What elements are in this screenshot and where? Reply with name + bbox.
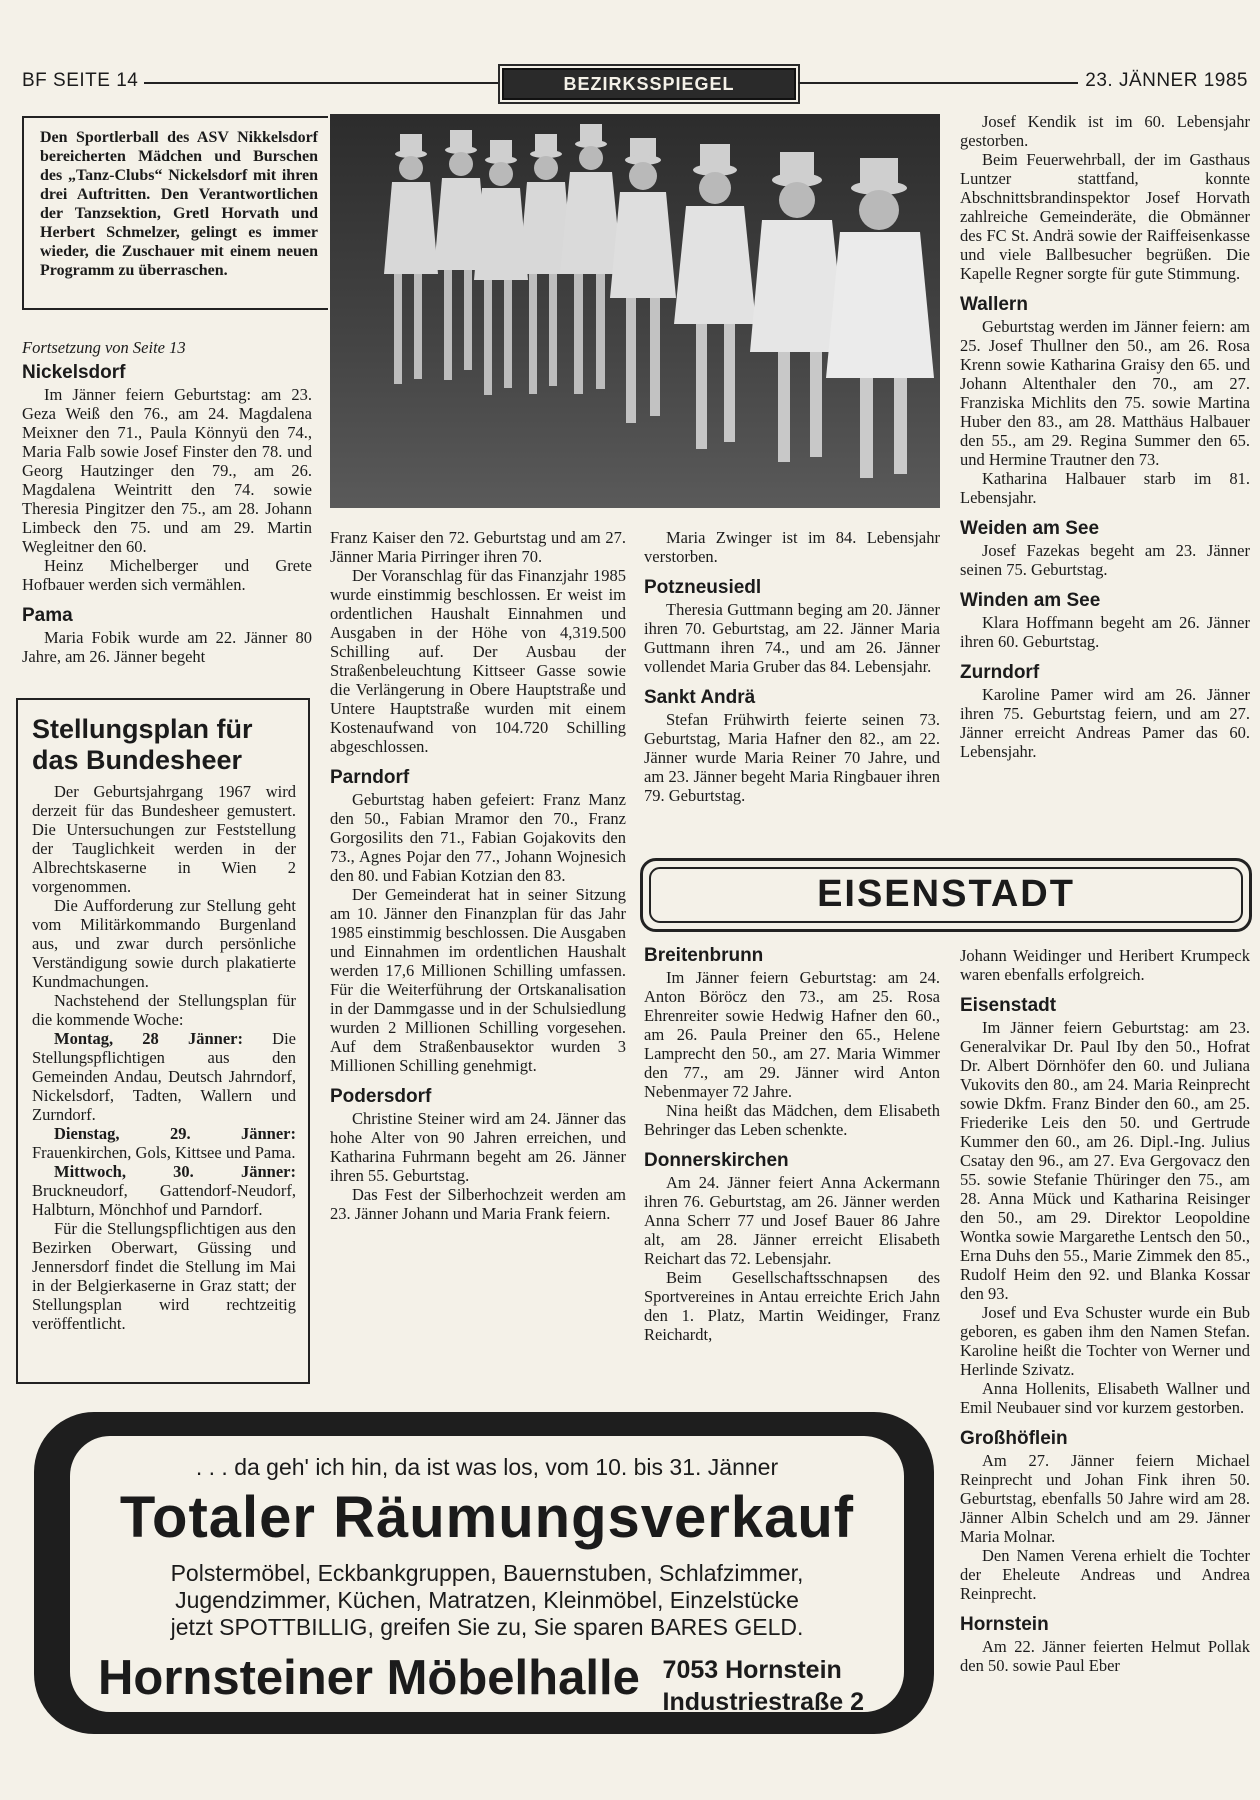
column-3-top <box>644 528 940 805</box>
heading-grosshoeflein: Großhöflein <box>960 1428 1068 1449</box>
ad-address-line: 7053 Hornstein <box>662 1656 842 1684</box>
advertisement-panel <box>70 1436 904 1716</box>
column-4-top <box>960 112 1250 761</box>
article-paragraph: Josef Fazekas begeht am 23. Jänner seinen 75. Geburtstag. <box>960 541 1250 579</box>
schedule-text: Frauenkirchen, Gols, Kittsee und Pama. <box>32 1143 296 1162</box>
heading-sankt-andrae: Sankt Andrä <box>644 687 756 708</box>
article-paragraph: Katharina Halbauer starb im 81. Lebensjahr. <box>960 469 1250 507</box>
article-paragraph: Christine Steiner wird am 24. Jänner das hohe Alter von 90 Jahren erreichen, und Katharina Fuhrmann begeht am 26. Jänner ihren 55. Geburtstag. <box>330 1109 626 1185</box>
heading-breitenbrunn: Breitenbrunn <box>644 945 764 966</box>
article-paragraph: Geburtstag werden im Jänner feiern: am 25. Josef Thullner den 50., am 26. Rosa Krenn sowie Katharina Graisy den 65. und Johann Altenthaler den 70., am 27. Franziska Michlits den 75. sowie Martina Huber den 83., am 28. Matthäus Halbauer den 55., am 29. Regina Summer den 65. und Hermine Trautner den 73. <box>960 317 1250 469</box>
article-paragraph: Beim Feuerwehrball, der im Gasthaus Luntzer stattfand, konnte Abschnittsbrandinspektor Josef Horvath zahlreiche Gemeinderäte, die Obmänner des FC St. Andrä sowie der Raiffeisenkasse und viele Ballbesucher begrüßen. Die Kapelle Regner sorgte für gute Stimmung. <box>960 150 1250 283</box>
article-paragraph: Maria Zwinger ist im 84. Lebensjahr verstorben. <box>644 528 940 566</box>
article-paragraph: Karoline Pamer wird am 26. Jänner ihren 75. Geburtstag feiern, und am 27. Jänner erreicht Andreas Pamer das 60. Lebensjahr. <box>960 685 1250 761</box>
ad-tagline: . . . da geh' ich hin, da ist was los, vom 10. bis 31. Jänner <box>195 1454 779 1480</box>
schedule-text: Bruckneudorf, Gattendorf-Neudorf, Halbturn, Mönchhof und Parndorf. <box>32 1181 296 1219</box>
heading-potzneusiedl: Potzneusiedl <box>644 577 762 598</box>
stellungsplan-box <box>16 698 310 1384</box>
schedule-day-label: Mittwoch, 30. Jänner: <box>54 1162 296 1181</box>
article-paragraph: Der Gemeinderat hat in seiner Sitzung am 10. Jänner den Finanzplan für das Jahr 1985 einstimmig beschlossen. Die Ausgaben und Einnahmen im ordentlichen Haushalt werden 17,6 Millionen Schilling umfassen. Für die Weiterführung der Ortskanalisation in der Dammgasse und in der Schulsiedlung wurden 2 Millionen Schilling vorgesehen. Auf dem Straßenbausektor wurden 3 Millionen Schilling genehmigt. <box>330 885 626 1075</box>
article-paragraph: Franz Kaiser den 72. Geburtstag und am 27. Jänner Maria Pirringer ihren 70. <box>330 528 626 566</box>
heading-weiden: Weiden am See <box>960 518 1100 539</box>
article-paragraph: Im Jänner feiern Geburtstag: am 24. Anton Böröcz den 73., am 25. Rosa Ehrenreiter sowie Hedwig Hafner den 60., am 26. Paula Preiner den 65., Helene Lamprecht den 50., am 27. Maria Wimmer den 77., am 29. Jänner wird Anton Nebenmayer 72 Jahre. <box>644 968 940 1101</box>
schedule-tuesday <box>32 1124 296 1162</box>
heading-wallern: Wallern <box>960 294 1028 315</box>
heading-zurndorf: Zurndorf <box>960 662 1040 683</box>
article-paragraph: Für die Stellungspflichtigen aus den Bezirken Oberwart, Güssing und Jennersdorf findet die Stellung im Mai in der Belgierkaserne in Graz statt; der Stellungsplan wird rechtzeitig veröffentlicht. <box>32 1219 296 1333</box>
article-paragraph: Johann Weidinger und Heribert Krumpeck waren ebenfalls erfolgreich. <box>960 946 1250 984</box>
ad-text-line: Polstermöbel, Eckbankgruppen, Bauernstuben, Schlafzimmer, <box>170 1560 804 1586</box>
schedule-day-label: Montag, 28 Jänner: <box>54 1029 243 1048</box>
header-rule-left <box>144 82 498 84</box>
article-paragraph: Josef Kendik ist im 60. Lebensjahr gestorben. <box>960 112 1250 150</box>
section-title: BEZIRKSSPIEGEL <box>502 68 796 100</box>
article-paragraph: Der Geburtsjahrgang 1967 wird derzeit für das Bundesheer gemustert. Die Untersuchungen zur Feststellung der Tauglichkeit werden in der Albrechtskaserne in Wien 2 vorgenommen. <box>32 782 296 896</box>
column-2 <box>330 528 626 1223</box>
article-paragraph: Beim Gesellschaftsschnapsen des Sportvereines in Antau erreichte Erich Jahn den 1. Platz, Martin Weidinger, Franz Reichardt, <box>644 1268 940 1344</box>
heading-winden: Winden am See <box>960 590 1101 611</box>
schedule-text: Die Stellungspflichtigen aus den Gemeinden Andau, Deutsch Jahrndorf, Nickelsdorf, Tadten, Wallern und Zurndorf. <box>32 1029 296 1124</box>
schedule-wednesday <box>32 1162 296 1219</box>
article-paragraph: Am 24. Jänner feiert Anna Ackermann ihren 76. Geburtstag, am 26. Jänner werden Anna Scherr 77 und Josef Bauer 86 Jahre alt, am 28. Jänner erreicht Elisabeth Reichart das 72. Lebensjahr. <box>644 1173 940 1268</box>
eisenstadt-banner-text: EISENSTADT <box>649 867 1243 923</box>
article-paragraph: Klara Hoffmann begeht am 26. Jänner ihren 60. Geburtstag. <box>960 613 1250 651</box>
heading-donnerskirchen: Donnerskirchen <box>644 1150 789 1171</box>
column-1 <box>22 338 312 666</box>
ad-company-name: Hornsteiner Möbelhalle <box>98 1651 640 1705</box>
ad-address <box>663 1654 864 1718</box>
heading-parndorf: Parndorf <box>330 767 410 788</box>
column-4-bottom <box>960 946 1250 1675</box>
furniture-advertisement <box>34 1412 934 1734</box>
heading-hornstein: Hornstein <box>960 1614 1049 1635</box>
ad-headline: Totaler Räumungsverkauf <box>119 1485 855 1550</box>
article-paragraph: Im Jänner feiern Geburtstag: am 23. Generalvikar Dr. Paul Iby den 50., Hofrat Dr. Albert Dörnhöfer den 60. und Juliana Vukovits den 80., am 24. Maria Reinprecht sowie Dkfm. Franz Binder den 60., am 25. Friederike Leis den 50. und Gertrude Kummer den 60., am 26. Dipl.-Ing. Julius Csatay den 96., am 27. Eva Gergovacz den 55. sowie Stefanie Thüringer den 75., am 28. Anna Mück und Katharina Reisinger den 50., am 29. Direktor Leopoldine Wontka sowie Margarethe Lentsch den 50., Erna Duhs den 55., Marie Zimmek den 85., Rudolf Heim den 92. und Blanka Kossar den 93. <box>960 1018 1250 1303</box>
article-paragraph: Nachstehend der Stellungsplan für die kommende Woche: <box>32 991 296 1029</box>
article-paragraph: Stefan Frühwirth feierte seinen 73. Geburtstag, Maria Hafner den 82., am 22. Jänner wurde Maria Reiner 70 Jahre, und am 23. Jänner begeht Maria Ringbauer ihren 79. Geburtstag. <box>644 710 940 805</box>
heading-nickelsdorf: Nickelsdorf <box>22 362 126 383</box>
header-rule-right <box>798 82 1078 84</box>
dance-club-photo <box>330 114 940 508</box>
article-paragraph: Im Jänner feiern Geburtstag: am 23. Geza Weiß den 76., am 24. Magdalena Meixner den 71., Paula Könnyü den 74., Maria Falb sowie Josef Finster den 78. und Georg Hautzinger den 79., am 26. Magdalena Weintritt den 74. sowie Theresia Pingitzer den 75., am 28. Johann Limbeck den 75. und am 29. Martin Wegleitner den 60. <box>22 385 312 556</box>
ad-text-line: Jugendzimmer, Küchen, Matratzen, Kleinmöbel, Einzelstücke <box>175 1587 799 1613</box>
schedule-monday <box>32 1029 296 1124</box>
column-3-bottom <box>644 944 940 1344</box>
article-paragraph: Der Voranschlag für das Finanzjahr 1985 wurde einstimmig beschlossen. Er weist im ordentlichen Haushalt Einnahmen und Ausgaben in der Höhe von 4,319.500 Schilling auf. Der Ausbau der Straßenbeleuchtung Kittseer Gasse sowie die Verlängerung in Obere Hauptstraße und Untere Hauptstraße wurden mit einem Kostenaufwand von 104.720 Schilling abgeschlossen. <box>330 566 626 756</box>
photo-image <box>330 114 940 508</box>
heading-eisenstadt: Eisenstadt <box>960 995 1057 1016</box>
article-paragraph: Maria Fobik wurde am 22. Jänner 80 Jahre, am 26. Jänner begeht <box>22 628 312 666</box>
article-paragraph: Heinz Michelberger und Grete Hofbauer werden sich vermählen. <box>22 556 312 594</box>
article-paragraph: Am 27. Jänner feiern Michael Reinprecht und Johan Fink ihren 50. Geburtstag, ebenfalls 50 Jahre wird am 28. Jänner Albin Schelch und am 29. Jänner Maria Molnar. <box>960 1451 1250 1546</box>
schedule-day-label: Dienstag, 29. Jänner: <box>54 1124 296 1143</box>
issue-date: 23. JÄNNER 1985 <box>1085 70 1248 91</box>
ad-text-line: jetzt SPOTTBILLIG, greifen Sie zu, Sie sparen BARES GELD. <box>170 1614 804 1640</box>
article-paragraph: Am 22. Jänner feierten Helmut Pollak den 50. sowie Paul Eber <box>960 1637 1250 1675</box>
article-paragraph: Josef und Eva Schuster wurde ein Bub geboren, es gaben ihm den Namen Stefan. Karoline heißt die Tochter von Werner und Herlinde Szivatz. <box>960 1303 1250 1379</box>
article-paragraph: Nina heißt das Mädchen, dem Elisabeth Behringer das Leben schenkte. <box>644 1101 940 1139</box>
article-paragraph: Geburtstag haben gefeiert: Franz Manz den 50., Fabian Mramor den 70., Franz Gorgosilits den 71., Fabian Gojakovits den 73., Agnes Pojar den 77., Johann Wojnesich den 80. und Fabian Kotzian den 83. <box>330 790 626 885</box>
photo-caption: Den Sportlerball des ASV Nikkelsdorf bereicherten Mädchen und Burschen des „Tanz-Clubs“ Nickelsdorf mit ihren drei Auftritten. Den Verantwortlichen der Tanzsektion, Gretl Horvath und Herbert Schmelzer, gelingt es immer wieder, die Zuschauer mit einem neuen Programm zu überraschen. <box>22 116 328 310</box>
page-number: BF SEITE 14 <box>22 70 139 91</box>
stellungsplan-title: Stellungsplan für das Bundesheer <box>32 714 253 775</box>
article-paragraph: Anna Hollenits, Elisabeth Wallner und Emil Neubauer sind vor kurzem gestorben. <box>960 1379 1250 1417</box>
heading-podersdorf: Podersdorf <box>330 1086 432 1107</box>
ad-product-list <box>70 1560 904 1641</box>
article-paragraph: Das Fest der Silberhochzeit werden am 23. Jänner Johann und Maria Frank feiern. <box>330 1185 626 1223</box>
article-paragraph: Theresia Guttmann beging am 20. Jänner ihren 70. Geburtstag, am 22. Jänner Maria Guttmann ihren 74., und am 26. Jänner vollendet Maria Gruber das 84. Lebensjahr. <box>644 600 940 676</box>
page-header <box>22 68 1248 98</box>
ad-address-line: Industriestraße 2 <box>662 1688 864 1716</box>
eisenstadt-banner <box>640 858 1252 932</box>
article-paragraph: Den Namen Verena erhielt die Tochter der Eheleute Andreas und Andrea Reinprecht. <box>960 1546 1250 1603</box>
continuation-note: Fortsetzung von Seite 13 <box>22 338 186 357</box>
article-paragraph: Die Aufforderung zur Stellung geht vom Militärkommando Burgenland aus, und zwar durch persönliche Verständigung sowie durch plakatierte Kundmachungen. <box>32 896 296 991</box>
heading-pama: Pama <box>22 605 73 626</box>
